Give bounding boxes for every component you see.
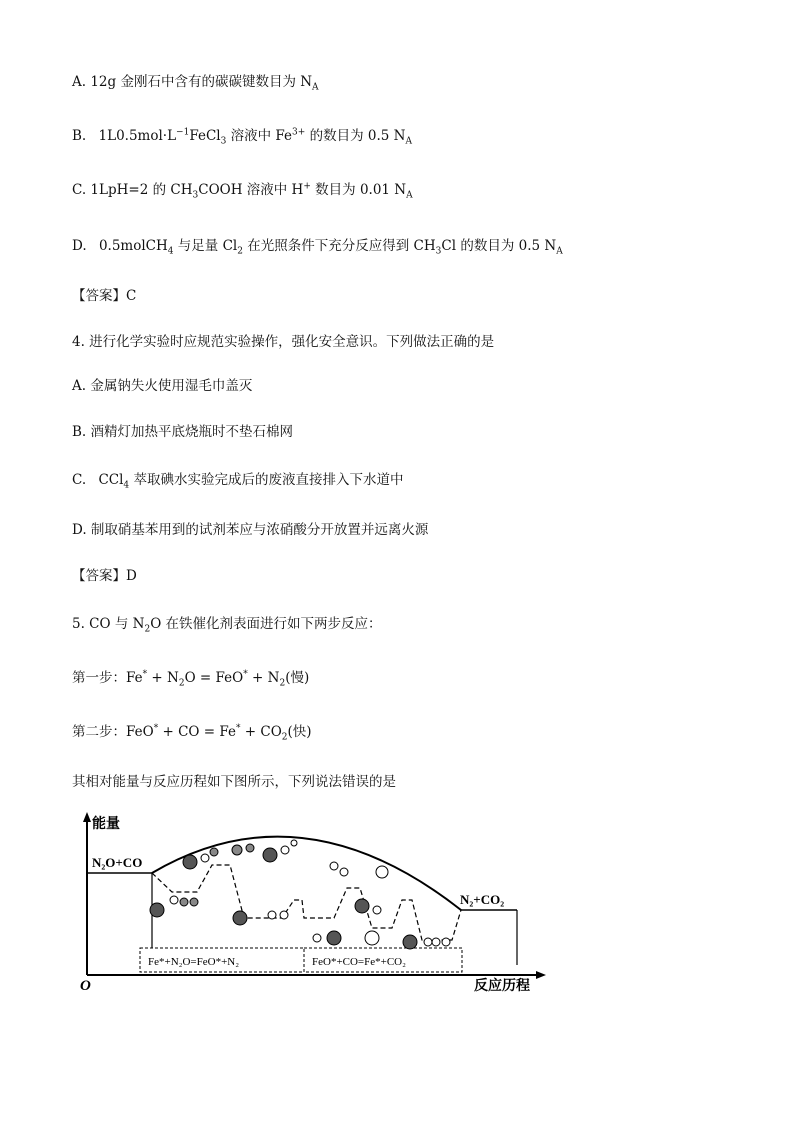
q4-option-c: C. CCl$_4$ 萃取碘水实验完成后的废液直接排入下水道中 [72,472,404,491]
origin-label: O [80,978,91,994]
q4-answer: 【答案】D [72,568,137,584]
q3-option-c: C. 1LpH=2 的 $CH_3COOH$ 溶液中 H+ 数目为 0.01 $N_A$ [72,181,413,201]
q4-stem: 4. 进行化学实验时应规范实验操作，强化安全意识。下列做法正确的是 [72,334,495,350]
energy-diagram [72,810,552,999]
q3-option-d: D. 0.5molCH$_4$ 与足量 $Cl_2$ 在光照条件下充分反应得到 $CH_3Cl$ 的数目为 0.5 $N_A$ [72,238,563,257]
end-label: N₂+CO₂ [460,892,505,907]
step1-box-label: Fe*+N₂O=FeO*+N₂ [148,956,240,968]
q3-answer: 【答案】C [72,288,137,304]
q5-step2: 第二步：FeO* + CO = $Fe^* + CO_2$(快) [72,723,312,743]
y-axis-arrow [83,812,91,822]
start-label: N₂O+CO [92,855,143,870]
x-axis-arrow [536,971,546,979]
q5-question: 其相对能量与反应历程如下图所示，下列说法错误的是 [72,774,396,790]
q3-option-b: B. $1L0.5mol\cdot L^{-1}FeCl_3$ 溶液中 $Fe^{3+}$ 的数目为 0.5 $N_A$ [72,127,412,147]
x-axis-label: 反应历程 [474,979,530,994]
q5-step1: 第一步：$Fe^* + N_2O = FeO^* + N_2$(慢) [72,669,310,689]
step2-box-label: FeO*+CO=Fe*+CO₂ [312,956,406,968]
q3-option-a: A. 12g 金刚石中含有的碳碳键数目为 $N_A$ [72,74,319,93]
molecule-group [150,840,450,949]
q4-option-d: D. 制取硝基苯用到的试剂苯应与浓硝酸分开放置并远离火源 [72,522,429,538]
energy-diagram-svg [72,810,552,995]
y-axis-label: 能量 [92,817,120,832]
activation-arc [152,837,461,910]
q4-option-a: A. 金属钠失火使用湿毛巾盖灭 [72,378,253,394]
q5-stem: 5. CO 与 $N_2O$ 在铁催化剂表面进行如下两步反应： [72,616,382,635]
q4-option-b: B. 酒精灯加热平底烧瓶时不垫石棉网 [72,424,294,440]
